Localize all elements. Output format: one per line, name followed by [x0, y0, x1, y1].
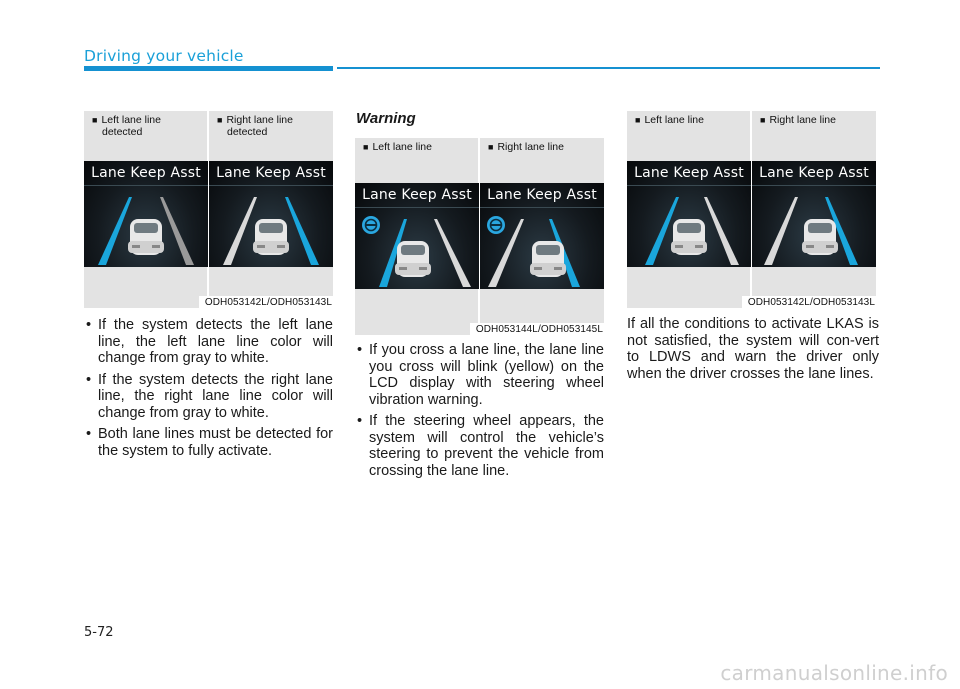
figure-code: ODH053144L/ODH053145L — [470, 323, 604, 335]
figure-code: ODH053142L/ODH053143L — [742, 296, 876, 308]
col2-bullet-list — [355, 342, 604, 484]
lcd-panel-right-crossing — [480, 183, 604, 289]
list-item: • If the system detects the left lane line, the left lane line color will change from gray to white. — [84, 317, 333, 367]
lane-car-graphic — [84, 161, 208, 267]
lcd-title: Lane Keep Asst — [216, 165, 326, 181]
lcd-title: Lane Keep Asst — [634, 165, 744, 181]
col3-paragraph: If all the conditions to activate LKAS is not satisfied, the system will con-vert to LDWS and warn the driver only when the driver crosses the lane lines. — [627, 316, 879, 382]
car-icon — [802, 219, 838, 255]
lcd-panel-right-ldws — [752, 161, 876, 267]
col1-bullet-list — [84, 317, 333, 464]
warning-heading: Warning — [356, 110, 416, 127]
figure-lane-crossing — [355, 138, 604, 335]
figure-caption-left: ■ Left lane line — [359, 141, 483, 153]
car-icon — [671, 219, 707, 255]
lcd-title: Lane Keep Asst — [91, 165, 201, 181]
list-item: • If you cross a lane line, the lane line you cross will blink (yellow) on the LCD display with steering wheel vibration warning. — [355, 342, 604, 408]
figure-code: ODH053142L/ODH053143L — [199, 296, 333, 308]
car-icon — [253, 219, 289, 255]
lane-car-graphic — [209, 161, 333, 267]
steering-wheel-icon — [487, 216, 505, 234]
figure-caption-right: ■ Right lane line — [484, 141, 608, 153]
lcd-panel-left-ldws — [627, 161, 751, 267]
section-title: Driving your vehicle — [84, 47, 244, 65]
lane-car-graphic — [752, 161, 876, 267]
lane-car-graphic — [480, 183, 604, 289]
figure-lane-detected — [84, 111, 333, 308]
lcd-panel-left-detected — [84, 161, 208, 267]
lane-car-graphic — [355, 183, 479, 289]
car-icon — [530, 241, 566, 277]
figure-caption-left: ■ Left lane line detected — [88, 114, 202, 138]
car-icon — [128, 219, 164, 255]
lcd-title: Lane Keep Asst — [362, 187, 472, 203]
steering-wheel-icon — [362, 216, 380, 234]
lcd-title: Lane Keep Asst — [759, 165, 869, 181]
page-number: 5-72 — [84, 625, 114, 640]
header-rule-thin — [337, 67, 880, 69]
car-icon — [395, 241, 431, 277]
lcd-panel-left-crossing — [355, 183, 479, 289]
list-item: • If the system detects the right lane line, the right lane line color will change from gray to white. — [84, 372, 333, 422]
lane-car-graphic — [627, 161, 751, 267]
watermark: carmanualsonline.info — [720, 661, 948, 685]
lcd-panel-right-detected — [209, 161, 333, 267]
lcd-title: Lane Keep Asst — [487, 187, 597, 203]
figure-lane-ldws — [627, 111, 876, 308]
figure-caption-right: ■ Right lane line — [756, 114, 880, 126]
list-item: • If the steering wheel appears, the system will control the vehicle’s steering to prevent the vehicle from crossing the lane line. — [355, 413, 604, 479]
figure-caption-right: ■ Right lane line detected — [213, 114, 327, 138]
list-item: • Both lane lines must be detected for the system to fully activate. — [84, 426, 333, 459]
figure-caption-left: ■ Left lane line — [631, 114, 755, 126]
header-rule-thick — [84, 66, 333, 71]
